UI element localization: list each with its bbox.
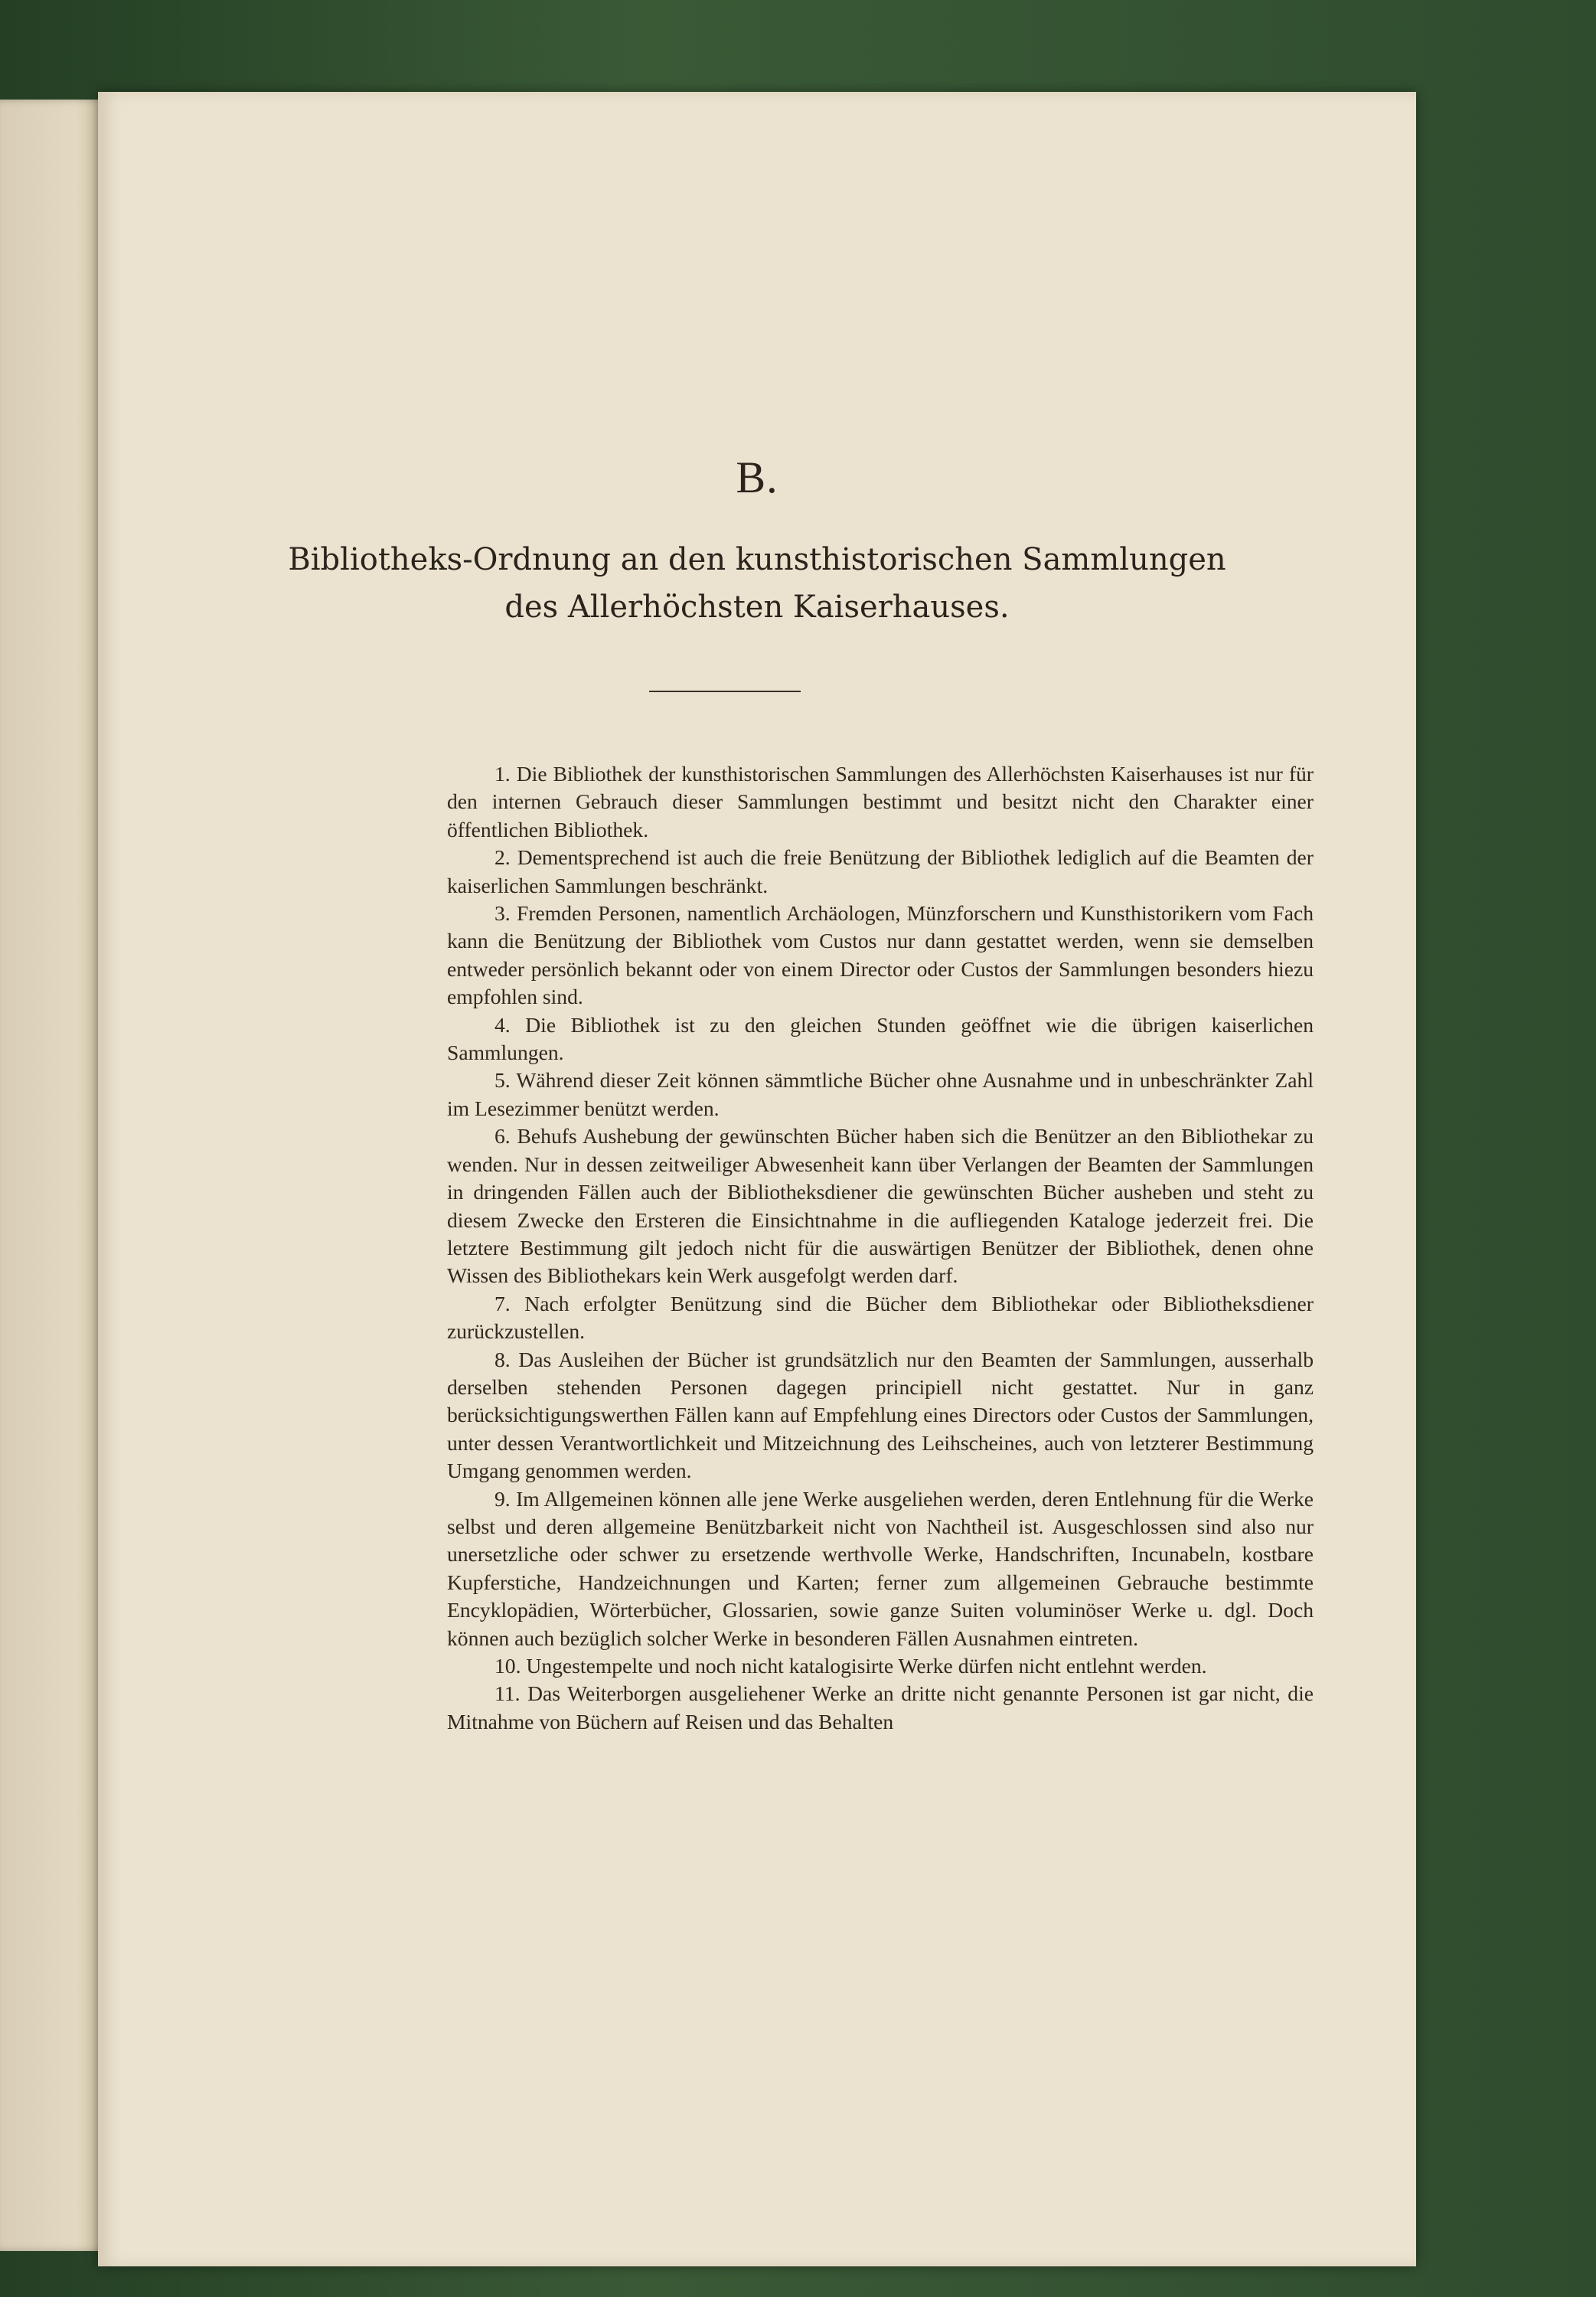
paragraph-11: 11. Das Weiterborgen ausgeliehener Werke an dritte nicht genannte Personen ist gar nicht, die Mitnahme von Büchern auf Reisen und das Behalten bbox=[447, 1681, 1314, 1733]
paragraph-4: 4. Die Bibliothek ist zu den gleichen Stunden geöffnet wie die übrigen kaiserlichen Sammlungen. bbox=[447, 1012, 1314, 1065]
title-line-2: des Allerhöchsten Kaiserhauses. bbox=[504, 590, 1010, 625]
paragraph-5: 5. Während dieser Zeit können sämmtliche Bücher ohne Ausnahme und in unbeschränkter Zahl im Lesezimmer benützt werden. bbox=[447, 1068, 1314, 1120]
title-divider bbox=[649, 691, 801, 692]
document-page bbox=[98, 92, 1416, 2266]
title-line-1: Bibliotheks-Ordnung an den kunsthistorischen Sammlungen bbox=[288, 542, 1226, 577]
paragraph-2: 2. Dementsprechend ist auch die freie Benützung der Bibliothek lediglich auf die Beamten der kaiserlichen Sammlungen beschränkt. bbox=[447, 845, 1314, 897]
paragraph-6: 6. Behufs Aushebung der gewünschten Bücher haben sich die Benützer an den Bibliothekar zu wenden. Nur in dessen zeitweiliger Abwesenheit kann über Verlangen der Beamten der Sammlungen in dringenden Fällen auch der Bibliotheksdiener die gewünschten Bücher ausheben und steht zu diesem Zwecke den Ersteren die Einsichtnahme in die aufliegenden Kataloge jederzeit frei. Die letztere Bestimmung gilt jedoch nicht für die auswärtigen Benützer der Bibliothek, denen ohne Wissen des Bibliothekars kein Werk ausgefolgt werden darf. bbox=[447, 1124, 1314, 1288]
section-letter: B. bbox=[736, 453, 778, 502]
facing-page-edge bbox=[0, 100, 107, 2251]
regulations-text bbox=[447, 760, 1314, 1736]
paragraph-7: 7. Nach erfolgter Benützung sind die Bücher dem Bibliothekar oder Bibliotheksdiener zurückzustellen. bbox=[447, 1291, 1314, 1344]
paragraph-1: 1. Die Bibliothek der kunsthistorischen Sammlungen des Allerhöchsten Kaiserhauses ist nur für den internen Gebrauch dieser Sammlungen bestimmt und besitzt nicht den Charakter einer öffentlichen Bibliothek. bbox=[447, 762, 1314, 841]
paragraph-10: 10. Ungestempelte und noch nicht katalogisirte Werke dürfen nicht entlehnt werden. bbox=[494, 1654, 1207, 1678]
paragraph-3: 3. Fremden Personen, namentlich Archäologen, Münzforschern und Kunsthistorikern vom Fach kann die Benützung der Bibliothek vom Custos nur dann gestattet werden, wenn sie demselben entweder persönlich bekannt oder von einem Director oder Custos der Sammlungen besonders hiezu empfohlen sind. bbox=[447, 901, 1314, 1009]
page-title bbox=[98, 536, 1416, 631]
paragraph-9: 9. Im Allgemeinen können alle jene Werke ausgeliehen werden, deren Entlehnung für die Werke selbst und deren allgemeine Benützbarkeit nicht von Nachtheil ist. Ausgeschlossen sind also nur unersetzliche oder schwer zu ersetzende werthvolle Werke, Handschriften, Incunabeln, kostbare Kupferstiche, Handzeichnungen und Karten; ferner zum allgemeinen Gebrauche bestimmte Encyklopädien, Wörterbücher, Glossarien, sowie ganze Suiten voluminöser Werke u. dgl. Doch können auch bezüglich solcher Werke in besonderen Fällen Ausnahmen eintreten. bbox=[447, 1486, 1314, 1650]
paragraph-8: 8. Das Ausleihen der Bücher ist grundsätzlich nur den Beamten der Sammlungen, ausserhalb derselben stehenden Personen dagegen principiell nicht gestattet. Nur in ganz berücksichtigungswerthen Fällen kann auf Empfehlung eines Directors oder Custos der Sammlungen, unter dessen Verantwortlichkeit und Mitzeichnung des Leihscheines, auch von letzterer Bestimmung Umgang genommen werden. bbox=[447, 1347, 1314, 1483]
